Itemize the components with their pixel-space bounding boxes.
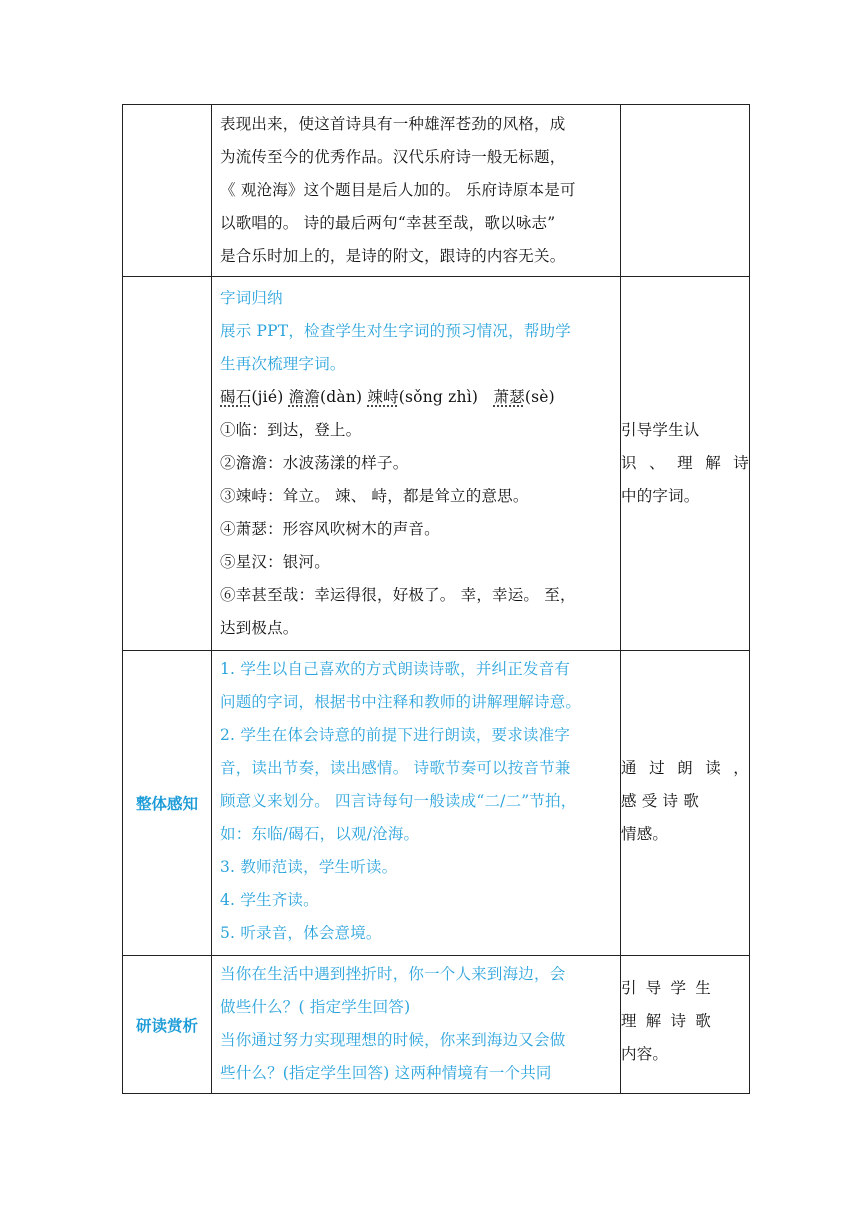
content-line: ②澹澹：水波荡漾的样子。: [220, 454, 409, 472]
content-line: 做些什么？( 指定学生回答): [220, 998, 411, 1016]
content-line: 5. 听录音，体会意境。: [220, 924, 382, 942]
content-line: ⑥幸甚至哉：幸运得很，好极了。 幸，幸运。 至，: [220, 586, 576, 604]
content-line: 《 观沧海》这个题目是后人加的。 乐府诗原本是可: [220, 181, 576, 199]
stage-cell: [123, 956, 212, 1094]
content-line: 些什么？(指定学生回答) 这两种情境有一个共同: [220, 1064, 552, 1082]
stage-label: 研读赏析: [135, 1015, 198, 1035]
note-line: 通过朗读，: [621, 759, 749, 777]
stage-cell: [123, 651, 212, 956]
content-line: 2. 学生在体会诗意的前提下进行朗读，要求读准字: [220, 726, 571, 744]
content-cell: [212, 651, 621, 956]
lesson-plan-table: [122, 104, 750, 1094]
stage-cell: [123, 277, 212, 651]
content-line: 表现出来，使这首诗具有一种雄浑苍劲的风格，成: [220, 115, 566, 133]
pinyin-line: [220, 381, 612, 414]
content-line: 展示 PPT，检查学生对生字词的预习情况，帮助学: [220, 322, 571, 340]
note-cell: [621, 651, 750, 956]
note-line: 中的字词。: [621, 487, 700, 505]
note-line: 引导学生认: [621, 421, 700, 439]
content-line: 以歌唱的。 诗的最后两句“幸甚至哉，歌以咏志”: [220, 214, 556, 232]
stage-cell: [123, 105, 212, 277]
stage-label: 整体感知: [135, 794, 198, 813]
content-line: 达到极点。: [220, 619, 299, 637]
table-row: [123, 956, 750, 1094]
table-row: [123, 105, 750, 277]
table-row: [123, 277, 750, 651]
content-line: 4. 学生齐读。: [220, 891, 319, 909]
content-line: 为流传至今的优秀作品。汉代乐府诗一般无标题，: [220, 148, 566, 166]
content-line: ①临：到达，登上。: [220, 421, 362, 439]
note-line: 识、理解诗: [621, 454, 749, 472]
vocab-pinyin: (dàn): [319, 388, 363, 406]
section-heading: 字词归纳: [220, 289, 283, 307]
note-line: 感受诗歌: [621, 792, 699, 810]
vocab-word: 萧瑟: [493, 388, 525, 406]
note-line: 引导学生: [621, 979, 711, 997]
vocab-pinyin: (jié): [251, 388, 284, 406]
note-cell: [621, 105, 750, 277]
note-cell: [621, 956, 750, 1094]
vocab-word: 竦峙: [367, 388, 399, 406]
content-line: 1. 学生以自己喜欢的方式朗读诗歌，并纠正发音有: [220, 660, 571, 678]
content-cell: [212, 956, 621, 1094]
note-line: 理解诗歌: [621, 1012, 711, 1030]
content-line: ⑤星汉：银河。: [220, 553, 330, 571]
note-line: 内容。: [621, 1045, 669, 1063]
content-line: 音，读出节奏，读出感情。 诗歌节奏可以按音节兼: [220, 759, 571, 777]
vocab-pinyin: (sè): [524, 388, 555, 406]
note-cell: [621, 277, 750, 651]
content-line: 是合乐时加上的，是诗的附文，跟诗的内容无关。: [220, 247, 566, 265]
content-line: 3. 教师范读，学生听读。: [220, 858, 398, 876]
vocab-word: 澹澹: [288, 388, 320, 406]
table-row: [123, 651, 750, 956]
content-cell: [212, 105, 621, 277]
vocab-word: 碣石: [220, 388, 252, 406]
content-line: ③竦峙：耸立。 竦、 峙，都是耸立的意思。: [220, 487, 529, 505]
content-line: 如：东临/碣石，以观/沧海。: [220, 825, 420, 843]
content-line: 当你在生活中遇到挫折时，你一个人来到海边，会: [220, 965, 566, 983]
note-line: 情感。: [621, 825, 669, 843]
content-line: ④萧瑟：形容风吹树木的声音。: [220, 520, 440, 538]
content-cell: [212, 277, 621, 651]
content-line: 顾意义来划分。 四言诗每句一般读成“二/二”节拍，: [220, 792, 577, 810]
content-line: 生再次梳理字词。: [220, 355, 346, 373]
content-line: 问题的字词，根据书中注释和教师的讲解理解诗意。: [220, 693, 582, 711]
content-line: 当你通过努力实现理想的时候，你来到海边又会做: [220, 1031, 566, 1049]
vocab-pinyin: (sǒng zhì): [398, 388, 479, 406]
